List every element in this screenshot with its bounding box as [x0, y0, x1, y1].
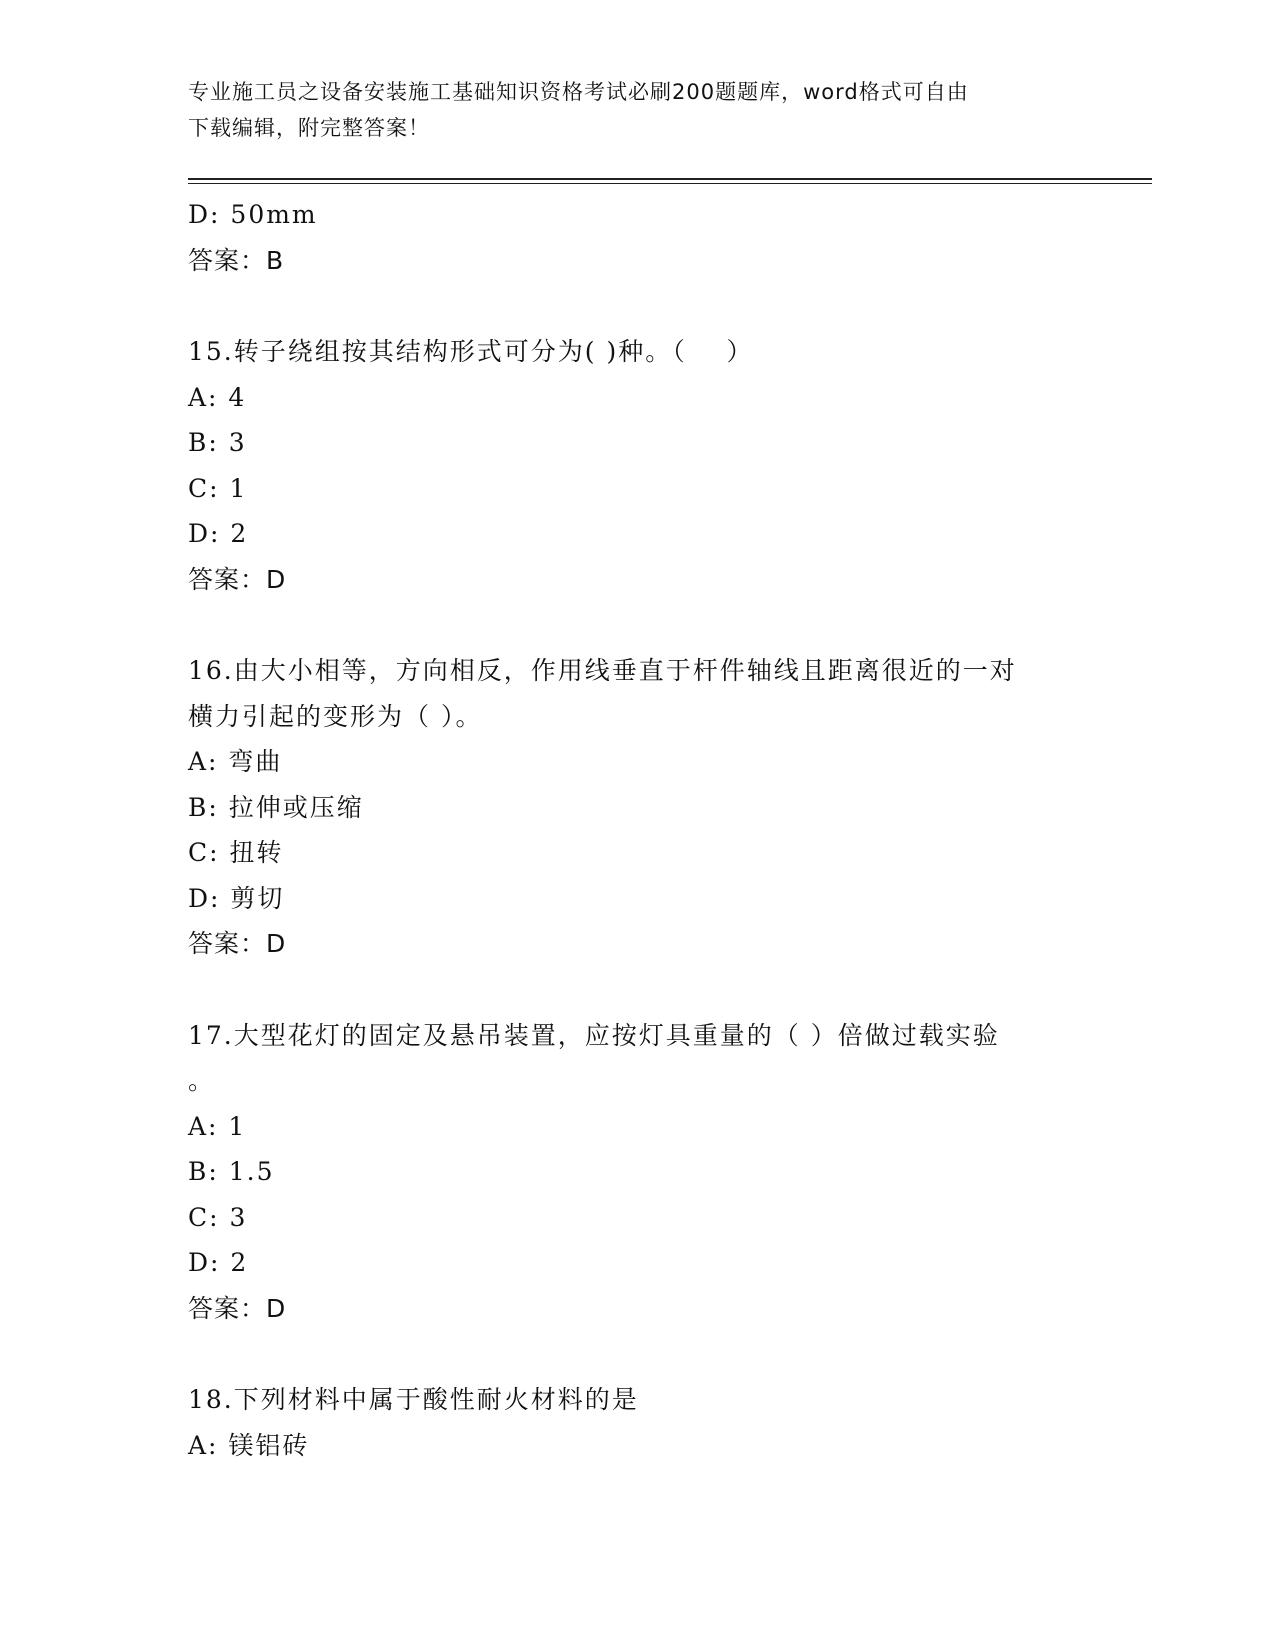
option-d: D: 50mm: [188, 200, 318, 229]
answer: 答案：D: [188, 929, 287, 958]
header-line-1: 专业施工员之设备安装施工基础知识资格考试必刷200题题库，word格式可自由: [188, 80, 969, 104]
option-d: D: 2: [188, 1248, 249, 1277]
question-15: [188, 329, 1088, 602]
option-d: D: 2: [188, 519, 249, 548]
option-c: C: 1: [188, 473, 248, 503]
question-stem: 18.下列材料中属于酸性耐火材料的是: [188, 1385, 639, 1414]
option-a: A: 弯曲: [188, 747, 283, 776]
header-rule-thin: [188, 183, 1152, 184]
option-a: A: 1: [188, 1111, 247, 1141]
question-stem: 16.由大小相等，方向相反，作用线垂直于杆件轴线且距离很近的一对: [188, 656, 1017, 685]
option-b: B: 3: [188, 428, 247, 457]
option-b: B: 1.5: [188, 1157, 275, 1186]
option-c: C: 扭转: [188, 838, 284, 867]
page-header: [188, 74, 1068, 146]
header-line-2: 下载编辑，附完整答案！: [188, 116, 430, 140]
option-a: A: 4: [188, 382, 247, 412]
option-a: A: 镁铝砖: [188, 1430, 310, 1460]
option-d: D: 剪切: [188, 883, 285, 913]
question-stem-cont: 横力引起的变形为（ ）。: [188, 701, 483, 731]
header-rule-thick: [188, 178, 1152, 180]
option-b: B: 拉伸或压缩: [188, 792, 364, 822]
question-stem: 17.大型花灯的固定及悬吊装置，应按灯具重量的（ ）倍做过载实验: [188, 1020, 1000, 1050]
question-stem: 15.转子绕组按其结构形式可分为( )种。（ ）: [188, 337, 754, 366]
question-16: [188, 648, 1088, 967]
question-stem-cont: 。: [188, 1066, 216, 1095]
question-17: [188, 1013, 1088, 1332]
answer: 答案：D: [188, 564, 287, 594]
question-list: [188, 192, 1088, 1468]
question-18: [188, 1377, 1088, 1468]
answer: 答案：B: [188, 245, 285, 275]
answer: 答案：D: [188, 1293, 287, 1323]
option-c: C: 3: [188, 1202, 248, 1232]
